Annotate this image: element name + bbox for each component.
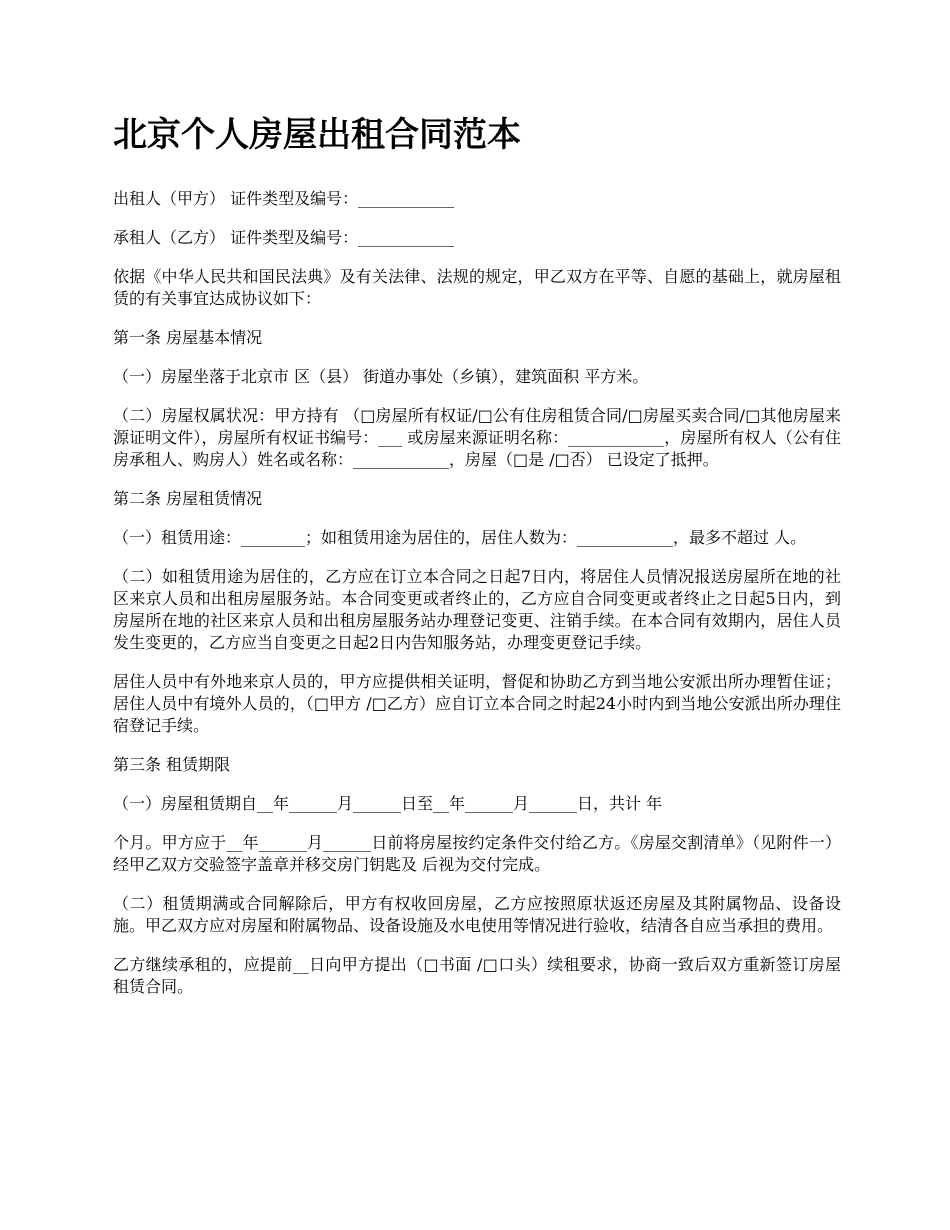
article-3-clause-2: （二）租赁期满或合同解除后，甲方有权收回房屋，乙方应按照原状返还房屋及其附属物品、设备设施。甲乙双方应对房屋和附属物品、设备设施及水电使用等情况进行验收，结清各自应当承担的费用。: [113, 894, 841, 935]
preamble-paragraph: 依据《中华人民共和国民法典》及有关法律、法规的规定，甲乙双方在平等、自愿的基础上，就房屋租赁的有关事宜达成协议如下：: [113, 267, 841, 308]
article-3-clause-2-continued: 乙方继续承租的，应提前__日向甲方提出（□书面 /□口头）续租要求，协商一致后双方重新签订房屋租赁合同。: [113, 955, 841, 996]
article-2-clause-2-continued: 居住人员中有外地来京人员的，甲方应提供相关证明，督促和协助乙方到当地公安派出所办理暂住证；居住人员中有境外人员的，（□甲方 /□乙方）应自订立本合同之时起24小时内到当地公安派出所办理住宿登记手续。: [113, 672, 841, 735]
lessor-line: 出租人（甲方） 证件类型及编号：____________: [113, 189, 455, 208]
article-2-clause-1: （一）租赁用途：________；如租赁用途为居住的，居住人数为：____________，最多不超过 人。: [113, 528, 807, 547]
lessee-line: 承租人（乙方） 证件类型及编号：____________: [113, 228, 455, 247]
article-3-clause-1-continued: 个月。甲方应于__年______月______日前将房屋按约定条件交付给乙方。《房屋交割清单》（见附件一）经甲乙双方交验签字盖章并移交房门钥匙及 后视为交付完成。: [113, 833, 841, 874]
article-2-clause-2: （二）如租赁用途为居住的，乙方应在订立本合同之日起7日内，将居住人员情况报送房屋所在地的社区来京人员和出租房屋服务站。本合同变更或者终止的，乙方应自合同变更或者终止之日起5日内，到房屋所在地的社区来京人员和出租房屋服务站办理登记变更、注销手续。在本合同有效期内，居住人员发生变更的，乙方应当自变更之日起2日内告知服务站，办理变更登记手续。: [113, 567, 841, 652]
article-1-clause-1: （一）房屋坐落于北京市 区（县） 街道办事处（乡镇），建筑面积 平方米。: [113, 367, 649, 386]
article-3-heading: 第三条 租赁期限: [113, 755, 231, 774]
article-1-clause-2: （二）房屋权属状况：甲方持有 （□房屋所有权证/□公有住房租赁合同/□房屋买卖合同/□其他房屋来源证明文件），房屋所有权证书编号：___ 或房屋来源证明名称：____________，房屋所有权人（公有住房承租人、购房人）姓名或名称：____________，房屋（□是 /□否） 已设定了抵押。: [113, 406, 841, 469]
article-1-heading: 第一条 房屋基本情况: [113, 328, 263, 347]
document-page: [113, 112, 841, 1015]
document-title: 北京个人房屋出租合同范本: [113, 115, 521, 155]
article-2-heading: 第二条 房屋租赁情况: [113, 489, 263, 508]
article-3-clause-1: （一）房屋租赁期自__年______月______日至__年______月______日，共计 年: [113, 794, 663, 813]
